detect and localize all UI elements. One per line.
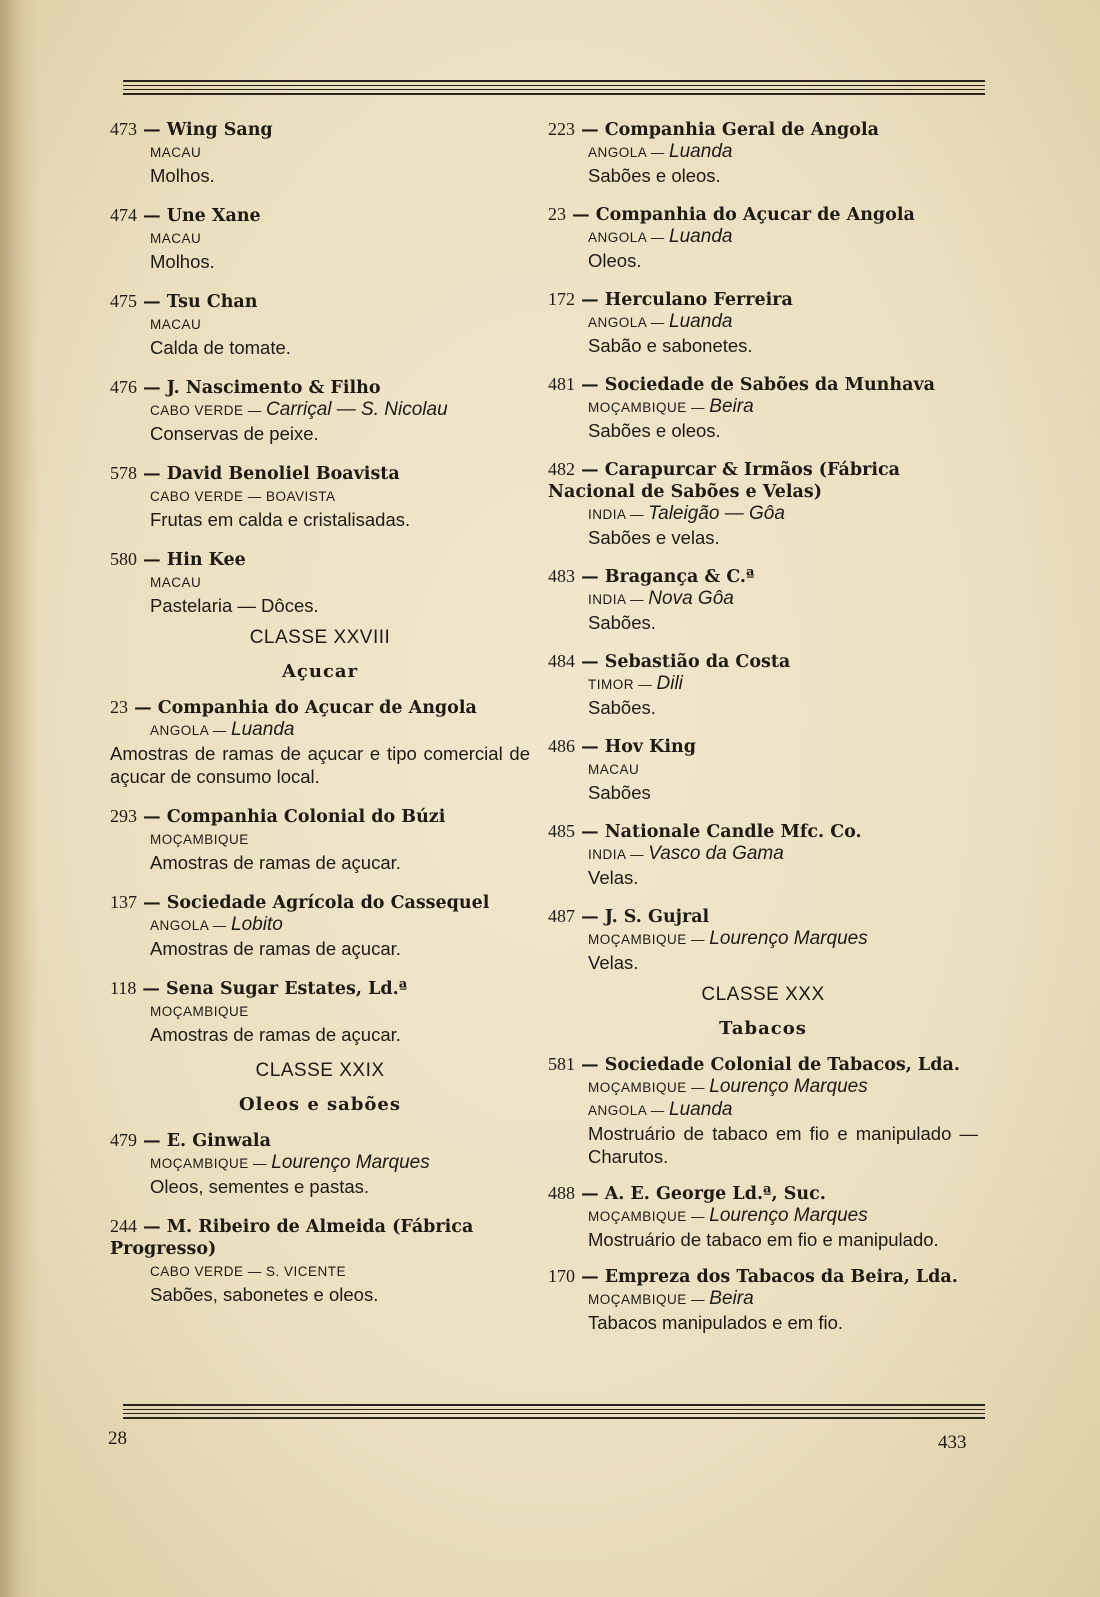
entry-heading: 479 — E. Ginwala xyxy=(110,1130,271,1151)
entry-482 xyxy=(548,458,978,549)
entry-483 xyxy=(548,565,978,634)
entry-heading: 482 — Carapurcar & Irmãos (Fábrica Nacional de Sabões e Velas) xyxy=(548,459,900,502)
entry-581 xyxy=(548,1053,978,1168)
entry-heading: 170 — Empreza dos Tabacos da Beira, Lda. xyxy=(548,1266,958,1287)
entry-heading: 23 — Companhia do Açucar de Angola xyxy=(548,204,915,225)
entry-description: Sabões e oleos. xyxy=(588,420,721,441)
entry-heading: 581 — Sociedade Colonial de Tabacos, Lda. xyxy=(548,1054,960,1075)
entry-description: Tabacos manipulados e em fio. xyxy=(588,1312,844,1333)
entry-23 xyxy=(548,203,978,272)
entry-description: Amostras de ramas de açucar e tipo comercial de açucar de consumo local. xyxy=(110,743,530,787)
entry-location: CABO VERDE — S. VICENTE xyxy=(150,1264,347,1279)
entry-location: MOÇAMBIQUE — Lourenço Marques xyxy=(150,1152,430,1173)
entry-location: MACAU xyxy=(150,575,202,590)
entry-heading: 473 — Wing Sang xyxy=(110,119,273,140)
entry-heading: 486 — Hov King xyxy=(548,736,696,757)
entry-473 xyxy=(110,118,530,187)
entry-description: Molhos. xyxy=(150,251,215,272)
entry-heading: 578 — David Benoliel Boavista xyxy=(110,463,400,484)
entry-description: Sabões xyxy=(588,782,651,803)
entry-description: Amostras de ramas de açucar. xyxy=(150,1024,401,1045)
entry-heading: 118 — Sena Sugar Estates, Ld.ª xyxy=(110,978,408,999)
entry-heading: 476 — J. Nascimento & Filho xyxy=(110,377,381,398)
bottom-rule xyxy=(123,1404,985,1422)
entry-heading: 580 — Hin Kee xyxy=(110,549,246,570)
entry-location: ANGOLA — Luanda xyxy=(150,719,295,740)
entry-heading: 23 — Companhia do Açucar de Angola xyxy=(110,697,477,718)
entry-location: TIMOR — Dili xyxy=(588,673,683,694)
entry-location: ANGOLA — Luanda xyxy=(588,1099,733,1120)
entry-description: Sabões. xyxy=(588,697,656,718)
entry-476 xyxy=(110,376,530,445)
entry-location: CABO VERDE — Carriçal — S. Nicolau xyxy=(150,399,448,420)
entry-172 xyxy=(548,288,978,357)
entry-location: MACAU xyxy=(150,231,202,246)
entry-heading: 223 — Companhia Geral de Angola xyxy=(548,119,879,140)
entry-170 xyxy=(548,1265,978,1334)
entry-heading: 172 — Herculano Ferreira xyxy=(548,289,793,310)
section-heading: Tabacos xyxy=(719,1018,807,1039)
entry-heading: 483 — Bragança & C.ª xyxy=(548,566,755,587)
entry-description: Amostras de ramas de açucar. xyxy=(150,852,401,873)
entry-293 xyxy=(110,805,530,874)
entry-location: MACAU xyxy=(150,145,202,160)
entry-474 xyxy=(110,204,530,273)
entry-244 xyxy=(110,1215,530,1306)
section-heading: Oleos e sabões xyxy=(238,1094,402,1115)
entry-description: Sabões, sabonetes e oleos. xyxy=(150,1284,379,1305)
entry-location: INDIA — Vasco da Gama xyxy=(588,843,784,864)
entry-description: Molhos. xyxy=(150,165,215,186)
entry-heading: 293 — Companhia Colonial do Búzi xyxy=(110,806,446,827)
entry-location: MOÇAMBIQUE — Lourenço Marques xyxy=(588,1076,868,1097)
entry-481 xyxy=(548,373,978,442)
entry-484 xyxy=(548,650,978,719)
entry-475 xyxy=(110,290,530,359)
entry-description: Velas. xyxy=(588,952,639,973)
entry-location: ANGOLA — Lobito xyxy=(150,914,283,935)
entry-137 xyxy=(110,891,530,960)
entry-description: Mostruário de tabaco em fio e manipulado — Charutos. xyxy=(588,1123,978,1167)
entry-479 xyxy=(110,1129,530,1198)
entry-location: MOÇAMBIQUE — Beira xyxy=(588,396,754,417)
entry-location: MACAU xyxy=(588,762,640,777)
entry-description: Sabão e sabonetes. xyxy=(588,335,753,356)
entry-486 xyxy=(548,735,978,804)
entry-heading: 475 — Tsu Chan xyxy=(110,291,258,312)
entry-heading: 474 — Une Xane xyxy=(110,205,261,226)
page-number-right: 433 xyxy=(938,1432,967,1453)
class-heading: CLASSE XXIX xyxy=(255,1060,385,1081)
class-heading: CLASSE XXX xyxy=(701,984,825,1005)
entry-118 xyxy=(110,977,530,1046)
entry-580 xyxy=(110,548,530,617)
entry-location: MOÇAMBIQUE — Lourenço Marques xyxy=(588,928,868,949)
entry-heading: 244 — M. Ribeiro de Almeida (Fábrica Progresso) xyxy=(110,1216,474,1259)
entry-location: MOÇAMBIQUE — Beira xyxy=(588,1288,754,1309)
entry-description: Mostruário de tabaco em fio e manipulado. xyxy=(588,1229,939,1250)
entry-description: Velas. xyxy=(588,867,639,888)
entry-location: INDIA — Nova Gôa xyxy=(588,588,734,609)
entry-heading: 481 — Sociedade de Sabões da Munhava xyxy=(548,374,935,395)
entry-description: Frutas em calda e cristalisadas. xyxy=(150,509,411,530)
entry-description: Oleos, sementes e pastas. xyxy=(150,1176,370,1197)
entry-description: Sabões e oleos. xyxy=(588,165,721,186)
entry-heading: 488 — A. E. George Ld.ª, Suc. xyxy=(548,1183,826,1204)
entry-location: MOÇAMBIQUE xyxy=(150,832,249,847)
entry-488 xyxy=(548,1182,978,1251)
entry-location: INDIA — Taleigão — Gôa xyxy=(588,503,785,524)
entry-223 xyxy=(548,118,978,187)
entry-heading: 487 — J. S. Gujral xyxy=(548,906,710,927)
entry-23 xyxy=(110,696,530,788)
entry-location: MACAU xyxy=(150,317,202,332)
entry-description: Calda de tomate. xyxy=(150,337,291,358)
entry-heading: 485 — Nationale Candle Mfc. Co. xyxy=(548,821,862,842)
entry-heading: 484 — Sebastião da Costa xyxy=(548,651,791,672)
entry-location: ANGOLA — Luanda xyxy=(588,141,733,162)
entry-location: ANGOLA — Luanda xyxy=(588,311,733,332)
entry-description: Pastelaria — Dôces. xyxy=(150,595,319,616)
entry-description: Conservas de peixe. xyxy=(150,423,319,444)
entry-description: Oleos. xyxy=(588,250,642,271)
class-heading: CLASSE XXVIII xyxy=(249,627,391,648)
entry-location: CABO VERDE — BOAVISTA xyxy=(150,489,336,504)
top-rule xyxy=(123,80,985,98)
entry-location: MOÇAMBIQUE — Lourenço Marques xyxy=(588,1205,868,1226)
entry-description: Sabões. xyxy=(588,612,656,633)
right-column xyxy=(548,118,978,1334)
entry-location: ANGOLA — Luanda xyxy=(588,226,733,247)
page-number-left: 28 xyxy=(108,1428,127,1449)
entry-description: Amostras de ramas de açucar. xyxy=(150,938,401,959)
entry-description: Sabões e velas. xyxy=(588,527,720,548)
section-heading: Açucar xyxy=(281,661,359,682)
entry-487 xyxy=(548,905,978,974)
entry-location: MOÇAMBIQUE xyxy=(150,1004,249,1019)
entry-578 xyxy=(110,462,530,531)
entry-heading: 137 — Sociedade Agrícola do Cassequel xyxy=(110,892,490,913)
book-spine-shadow xyxy=(0,0,38,1597)
entry-485 xyxy=(548,820,978,889)
left-column xyxy=(110,118,530,1306)
